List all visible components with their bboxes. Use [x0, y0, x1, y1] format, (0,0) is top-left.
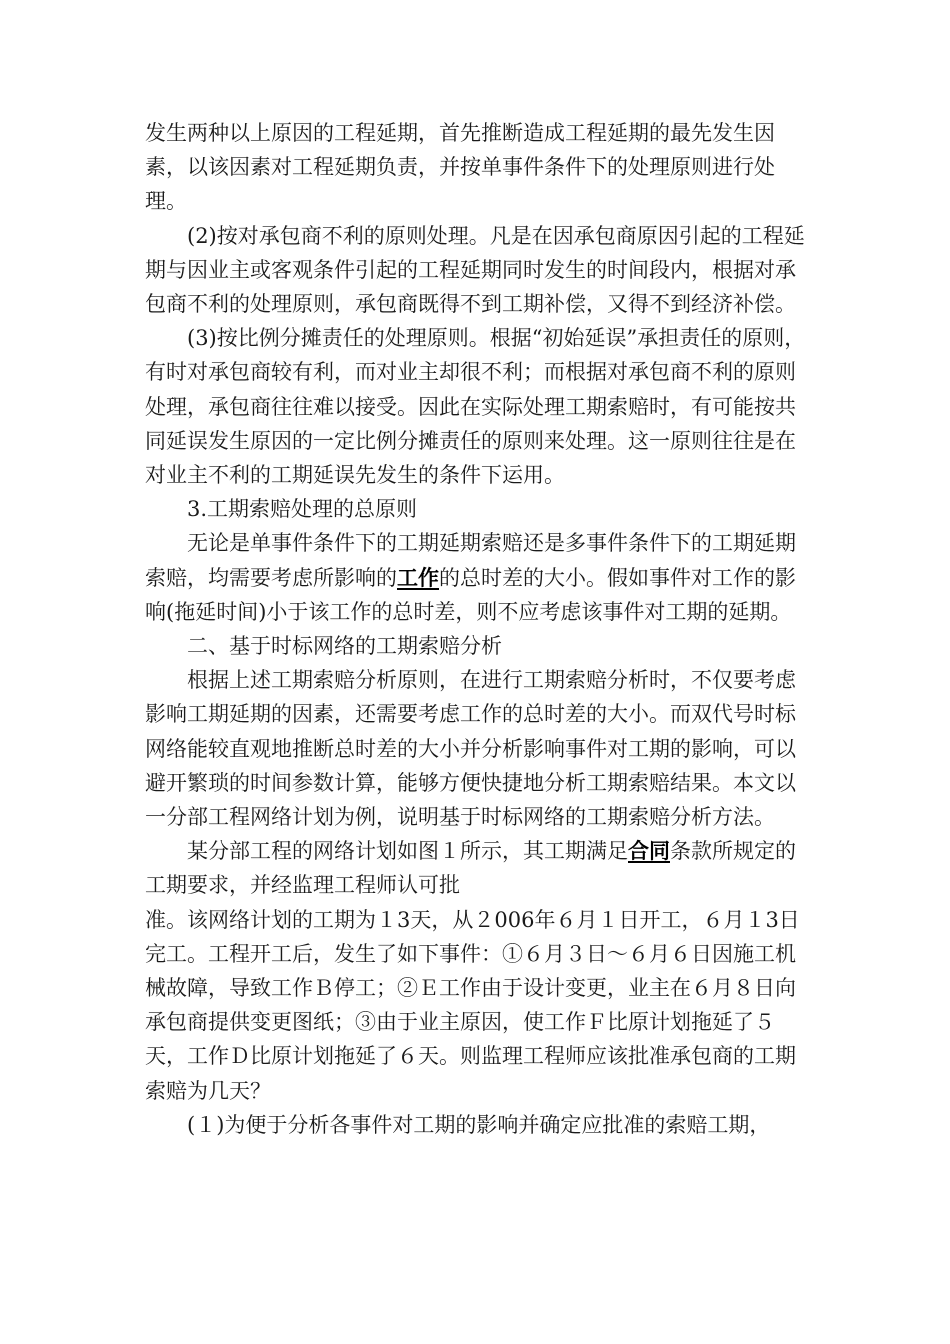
document-body: [145, 116, 810, 1142]
paragraph-principle-3: (3)按比例分摊责任的处理原则。根据“初始延误”承担责任的原则，有时对承包商较有利，而对业主却很不利；而根据对承包商不利的原则处理，承包商往往难以接受。因此在实际处理工期索赔时，有可能按共同延误发生原因的一定比例分摊责任的原则来处理。这一原则往往是在对业主不利的工期延误先发生的条件下运用。: [145, 326, 806, 488]
paragraph-analysis-method: 根据上述工期索赔分析原则，在进行工期索赔分析时，不仅要考虑影响工期延期的因素，还需要考虑工作的总时差的大小。而双代号时标网络能较直观地推断总时差的大小并分析影响事件对工期的影响，可以避开繁琐的时间参数计算，能够方便快捷地分析工期索赔结果。本文以一分部工程网络计划为例，说明基于时标网络的工期索赔分析方法。: [145, 668, 796, 830]
paragraph-text-segment: 无论是单事件条件下的工期延期索赔还是多事件条件下的工期延期索赔，均需要考虑所影响的: [145, 531, 796, 590]
paragraph-continued-text: 发生两种以上原因的工程延期，首先推断造成工程延期的最先发生因素，以该因素对工程延期负责，并按单事件条件下的处理原则进行处理。: [145, 121, 775, 214]
paragraph-text-segment: 条款所规定的工期要求，并经监理工程师认可批: [145, 839, 796, 898]
link-contract[interactable]: 合同: [628, 839, 670, 864]
paragraph-general-principle: [145, 526, 810, 629]
paragraph-text-segment: 的总时差的大小。假如事件对工作的影响(拖延时间)小于该工作的总时差，则不应考虑该事件对工期的延期。: [145, 565, 796, 624]
paragraph-step-1: (１)为便于分析各事件对工期的影响并确定应批准的索赔工期，: [187, 1112, 771, 1137]
link-work[interactable]: 工作: [397, 565, 439, 590]
paragraph-example-intro: [145, 834, 810, 902]
section-heading-timescale-network: 二、基于时标网络的工期索赔分析: [187, 634, 502, 659]
paragraph-example-events: 准。该网络计划的工期为１3天，从２006年６月１日开工，６月１3日完工。工程开工后，发生了如下事件：①６月３日～６月６日因施工机械故障，导致工作Ｂ停工；②Ｅ工作由于设计变更，业主在６月８日向承包商提供变更图纸；③由于业主原因，使工作Ｆ比原计划拖延了５天，工作Ｄ比原计划拖延了６天。则监理工程师应该批准承包商的工期索赔为几天？: [145, 907, 800, 1103]
paragraph-text-segment: 某分部工程的网络计划如图１所示，其工期满足: [187, 839, 628, 864]
section-heading-general-principle: 3.工期索赔处理的总原则: [187, 497, 418, 522]
paragraph-principle-2: (2)按对承包商不利的原则处理。凡是在因承包商原因引起的工程延期与因业主或客观条件引起的工程延期同时发生的时间段内，根据对承包商不利的处理原则，承包商既得不到工期补偿，又得不到经济补偿。: [145, 223, 805, 317]
